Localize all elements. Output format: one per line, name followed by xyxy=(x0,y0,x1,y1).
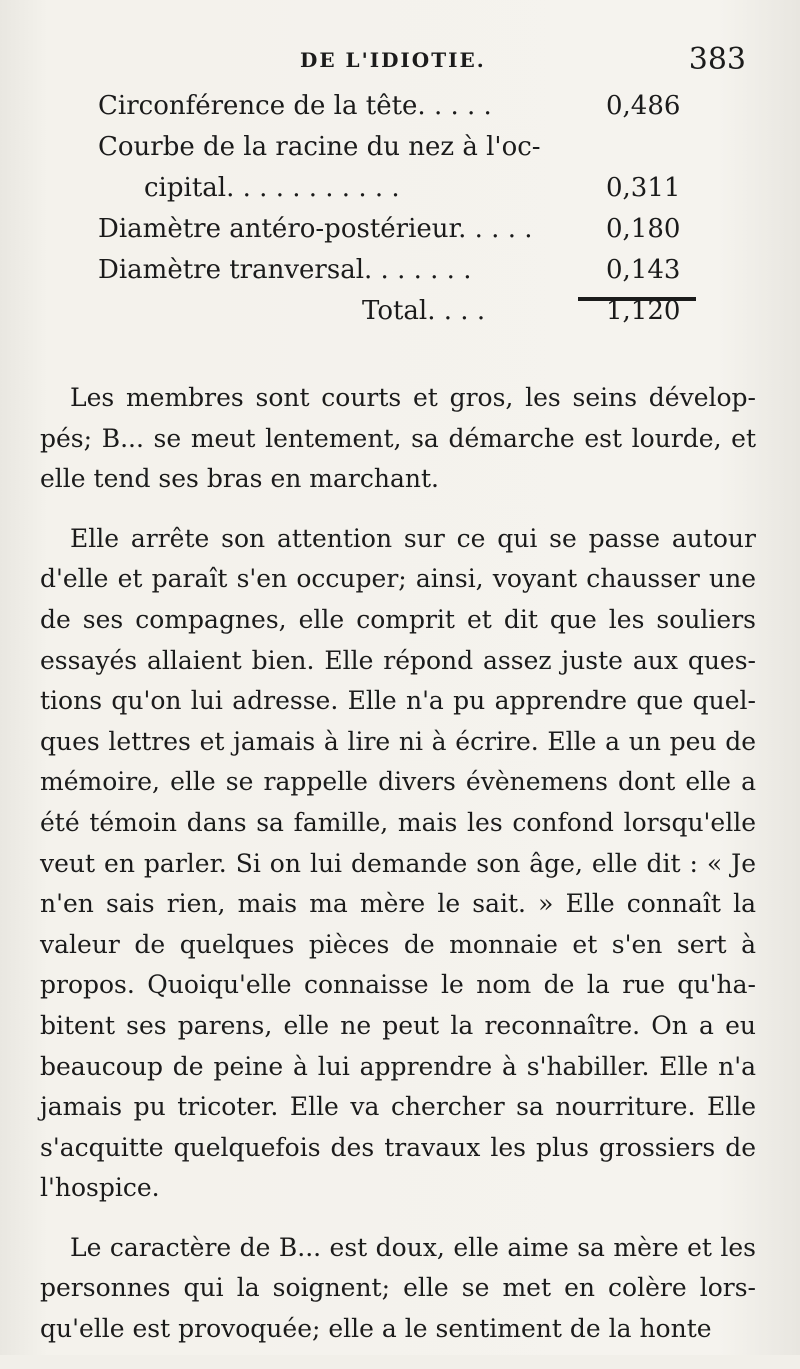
measurement-total-row xyxy=(98,291,708,332)
total-label: Total. . . . xyxy=(362,296,486,326)
page-header xyxy=(0,42,800,82)
paragraph: Elle arrête son attention sur ce qui se passe autour d'elle et paraît s'en occuper; ainsi, voyant chausser une de ses compagnes, elle comprit et dit que les souliers essayés allaient bien. Elle répond assez juste aux ques-tions qu'on lui adresse. Elle n'a pu apprendre que quel-ques lettres et jamais à lire ni à écrire. Elle a un peu de mémoire, elle se rappelle divers évènemens dont elle a été témoin dans sa famille, mais les confond lorsqu'elle veut en parler. Si on lui demande son âge, elle dit : « Je n'en sais rien, mais ma mère le sait. » Elle connaît la valeur de quelques pièces de monnaie et s'en sert à propos. Quoiqu'elle connaisse le nom de la rue qu'ha-bitent ses parens, elle ne peut la reconnaître. On a eu beaucoup de peine à lui apprendre à s'habiller. Elle n'a jamais pu tricoter. Elle va chercher sa nourriture. Elle s'acquitte quelquefois des travaux les plus grossiers de l'hospice. xyxy=(40,523,756,1203)
page-number: 383 xyxy=(688,42,746,77)
measurement-row xyxy=(98,168,708,209)
measurement-value: 0,143 xyxy=(606,255,681,285)
paragraph: Les membres sont courts et gros, les seins dévelop-pés; B... se meut lentement, sa démarche est lourde, et elle tend ses bras en marchant. xyxy=(40,383,756,494)
measurement-row xyxy=(98,209,708,250)
total-value: 1,120 xyxy=(606,296,681,326)
body-text xyxy=(40,378,756,1369)
measurement-label: cipital. . . . . . . . . . . xyxy=(144,173,400,203)
measurement-value: 0,486 xyxy=(606,91,681,121)
paragraph: Le caractère de B... est doux, elle aime sa mère et les personnes qui la soignent; elle se met en colère lors-qu'elle est provoquée; elle a le sentiment de la honte xyxy=(40,1232,756,1344)
measurement-label: Courbe de la racine du nez à l'oc- xyxy=(98,132,541,162)
measurement-value: 0,180 xyxy=(606,214,681,244)
measurement-label: Circonférence de la tête. . . . . xyxy=(98,91,492,121)
measurement-value: 0,311 xyxy=(606,173,681,203)
measurement-row xyxy=(98,127,708,168)
running-head: DE L'IDIOTIE. xyxy=(300,48,486,72)
measurement-label: Diamètre tranversal. . . . . . . xyxy=(98,255,472,285)
measurement-row xyxy=(98,250,708,291)
measurement-label: Diamètre antéro-postérieur. . . . . xyxy=(98,214,533,244)
measurements-table xyxy=(98,86,708,332)
measurement-row xyxy=(98,86,708,127)
